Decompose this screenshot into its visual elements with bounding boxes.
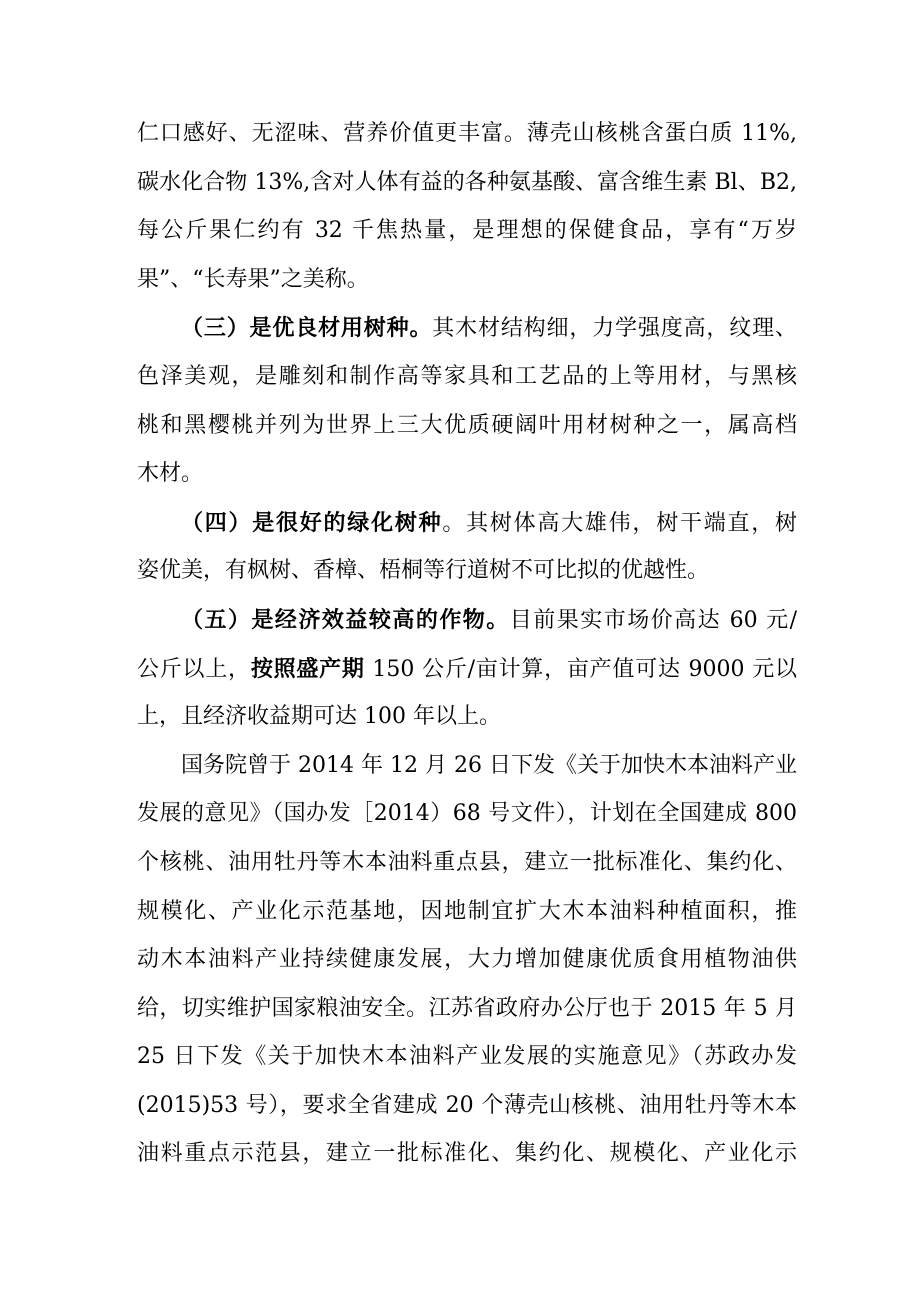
body-text-segment: 仁口感好、无涩味、营养价值更丰富。薄壳山核桃含蛋白质 11%, xyxy=(137,121,797,146)
text-line xyxy=(137,888,797,937)
body-text-segment: 果”、“长寿果”之美称。 xyxy=(137,266,369,292)
body-text-segment: 其木材结构细，力学强度高，纹理、 xyxy=(432,316,797,342)
text-line xyxy=(137,1130,797,1179)
body-text-segment: 木材。 xyxy=(137,461,204,487)
body-text xyxy=(137,110,797,1179)
body-text-segment: 碳水化合物 13%,含对人体有益的各种氨基酸、富含维生素 Bl、B2, xyxy=(137,169,797,195)
body-text-segment: 每公斤果仁约有 32 千焦热量，是理想的保健食品，享有“万岁 xyxy=(137,218,797,244)
body-text-segment: 桃和黑樱桃并列为世界上三大优质硬阔叶用材树种之一，属高档 xyxy=(137,412,797,438)
text-line xyxy=(137,207,797,256)
bold-heading-text: （五）是经济效益较高的作物。 xyxy=(181,606,510,633)
bold-heading-text: （四）是很好的绿化树种 xyxy=(181,509,443,536)
text-line xyxy=(137,547,797,596)
body-text-segment: 发展的意见》（国办发［2014）68 号文件），计划在全国建成 800 xyxy=(137,801,797,827)
text-line xyxy=(137,159,797,208)
body-text-segment: 规模化、产业化示范基地，因地制宜扩大木本油料种植面积，推 xyxy=(137,898,797,924)
body-text-segment: 150 公斤/亩计算，亩产值可达 9000 元以 xyxy=(364,656,797,682)
body-text-segment: 上，且经济收益期可达 100 年以上。 xyxy=(137,704,501,730)
body-text-segment: 色泽美观，是雕刻和制作高等家具和工艺品的上等用材，与黑核 xyxy=(137,363,797,389)
text-line xyxy=(137,936,797,985)
text-line xyxy=(137,1082,797,1131)
text-line xyxy=(137,839,797,888)
text-line xyxy=(137,304,797,353)
text-line xyxy=(137,645,797,694)
body-text-segment: 姿优美，有枫树、香樟、梧桐等行道树不可比拟的优越性。 xyxy=(137,558,710,584)
text-line xyxy=(137,596,797,645)
text-line xyxy=(137,693,797,742)
text-line xyxy=(137,353,797,402)
text-line xyxy=(137,742,797,791)
body-text-segment: 国务院曾于 2014 年 12 月 26 日下发《关于加快木本油料产业 xyxy=(181,752,797,778)
text-line xyxy=(137,499,797,548)
body-text-segment: 目前果实市场价高达 60 元/ xyxy=(509,607,797,633)
body-text-segment: 25 日下发《关于加快木本油料产业发展的实施意见》（苏政办发 xyxy=(137,1044,797,1070)
body-text-segment: 油料重点示范县，建立一批标准化、集约化、规模化、产业化示 xyxy=(137,1141,797,1167)
text-line xyxy=(137,985,797,1034)
text-line xyxy=(137,110,797,159)
text-line xyxy=(137,790,797,839)
body-text-segment: (2015)53 号），要求全省建成 20 个薄壳山核桃、油用牡丹等木本 xyxy=(137,1092,797,1118)
text-line xyxy=(137,402,797,451)
body-text-segment: 个核桃、油用牡丹等木本油料重点县，建立一批标准化、集约化、 xyxy=(137,849,797,875)
body-text-segment: 给，切实维护国家粮油安全。江苏省政府办公厅也于 2015 年 5 月 xyxy=(137,995,797,1021)
text-line xyxy=(137,256,797,305)
body-text-segment: 公斤以上， xyxy=(137,656,251,682)
text-line xyxy=(137,450,797,499)
body-text-segment: 动木本油料产业持续健康发展，大力增加健康优质食用植物油供 xyxy=(137,947,797,973)
bold-heading-text: （三）是优良材用树种。 xyxy=(181,315,433,342)
text-line xyxy=(137,1033,797,1082)
body-text-segment: 。其树体高大雄伟，树干端直，树 xyxy=(442,510,797,536)
bold-heading-text: 按照盛产期 xyxy=(250,655,365,682)
